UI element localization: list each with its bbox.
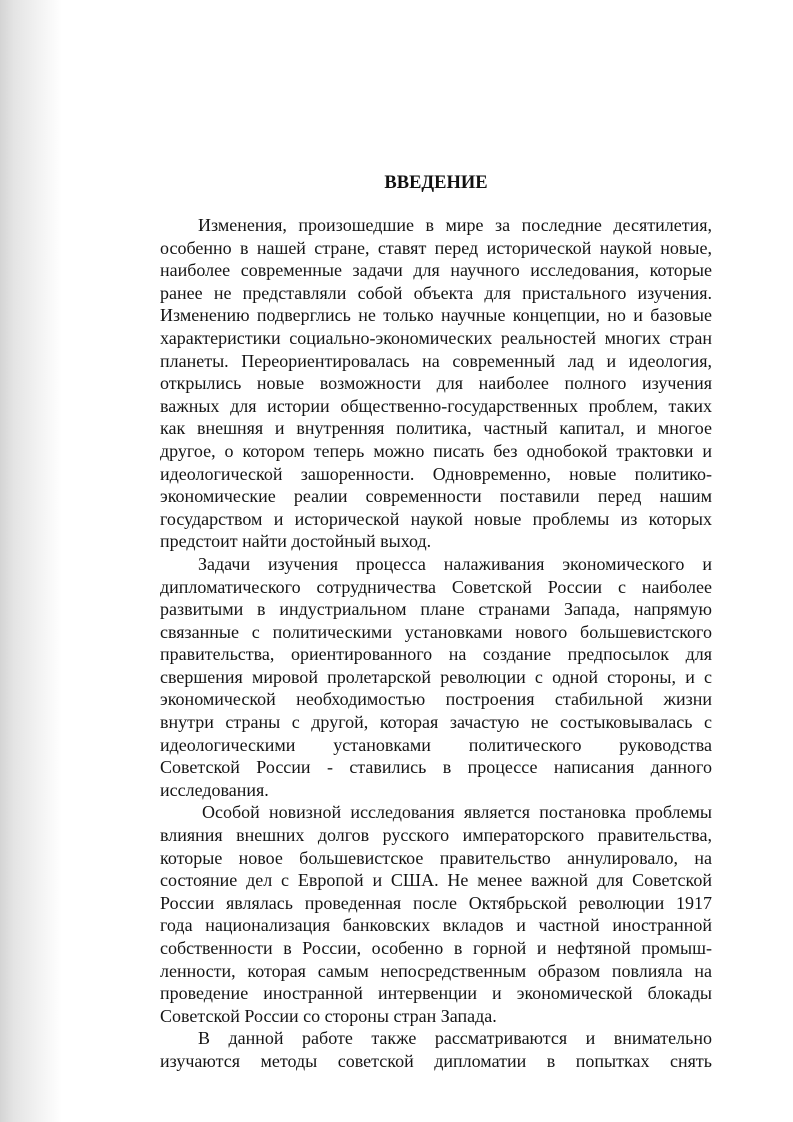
text-line: Изменению подверглись не только научные концепции, но и базовые <box>160 305 712 326</box>
text-line: дипломатического сотрудничества Советской России с наиболее <box>160 576 712 597</box>
document-body <box>160 214 712 1073</box>
text-line: изучаются методы советской дипломатии в попытках снять <box>160 1050 712 1071</box>
text-line: России являлась проведенная после Октябрьской революции 1917 <box>160 892 712 913</box>
text-line: исследования. <box>160 779 269 800</box>
text-line: влияния внешних долгов русского императорского правительства, <box>160 825 712 846</box>
text-line: характеристики социально-экономических реальностей многих стран <box>160 327 712 348</box>
text-line: другое, о котором теперь можно писать без однобокой трактовки и <box>160 440 712 461</box>
text-line: идеологической зашоренности. Одновременно, новые политико- <box>160 463 712 484</box>
text-line: открылись новые возможности для наиболее полного изучения <box>160 373 712 394</box>
text-line: государством и исторической наукой новые проблемы из которых <box>160 508 712 529</box>
text-line: Особой новизной исследования является постановка проблемы <box>202 802 712 823</box>
text-line: Задачи изучения процесса налаживания экономического и <box>198 553 712 574</box>
page-title: ВВЕДЕНИЕ <box>384 173 488 193</box>
text-line: В данной работе также рассматриваются и внимательно <box>198 1028 712 1049</box>
text-line: свершения мировой пролетарской революции с одной стороны, и с <box>160 666 712 687</box>
text-line: как внешняя и внутренняя политика, частный капитал, и многое <box>160 418 712 439</box>
text-line: экономические реалии современности поставили перед нашим <box>160 486 712 507</box>
text-line: связанные с политическими установками нового большевистского <box>160 621 712 642</box>
text-line: ленности, которая самым непосредственным образом повлияла на <box>160 960 712 981</box>
paragraph-1 <box>160 214 712 553</box>
text-line: экономической необходимостью построения стабильной жизни <box>160 689 712 710</box>
text-line: предстоит найти достойный выход. <box>160 531 432 552</box>
text-line: внутри страны с другой, которая зачастую не состыковывалась с <box>160 712 712 733</box>
text-line: развитыми в индустриальном плане странами Запада, напрямую <box>160 599 712 620</box>
text-line: важных для истории общественно-государственных проблем, таких <box>160 395 712 416</box>
text-line: проведение иностранной интервенции и экономической блокады <box>160 983 712 1004</box>
text-line: собственности в России, особенно в горной и нефтяной промыш- <box>160 938 712 958</box>
text-line: Советской России со стороны стран Запада. <box>160 1005 497 1026</box>
text-line: Советской России - ставились в процессе написания данного <box>160 757 712 778</box>
text-line: особенно в нашей стране, ставят перед исторической наукой новые, <box>160 237 712 258</box>
paragraph-2 <box>160 553 712 802</box>
text-line: ранее не представляли собой объекта для пристального изучения. <box>160 282 712 303</box>
scan-gutter-shadow <box>0 0 62 1122</box>
text-line: планеты. Переориентировалась на современный лад и идеология, <box>160 350 712 371</box>
paragraph-4 <box>160 1027 712 1072</box>
text-line: Изменения, произошедшие в мире за последние десятилетия, <box>198 215 712 235</box>
text-line: наиболее современные задачи для научного исследования, которые <box>160 260 712 281</box>
paragraph-3 <box>160 801 712 1027</box>
text-line: идеологическими установками политического руководства <box>160 734 712 755</box>
text-line: которые новое большевистское правительство аннулировало, на <box>160 847 712 868</box>
text-line: правительства, ориентированного на создание предпосылок для <box>160 644 712 665</box>
text-line: года национализация банковских вкладов и частной иностранной <box>160 915 712 936</box>
text-line: состояние дел с Европой и США. Не менее важной для Советской <box>160 870 712 891</box>
